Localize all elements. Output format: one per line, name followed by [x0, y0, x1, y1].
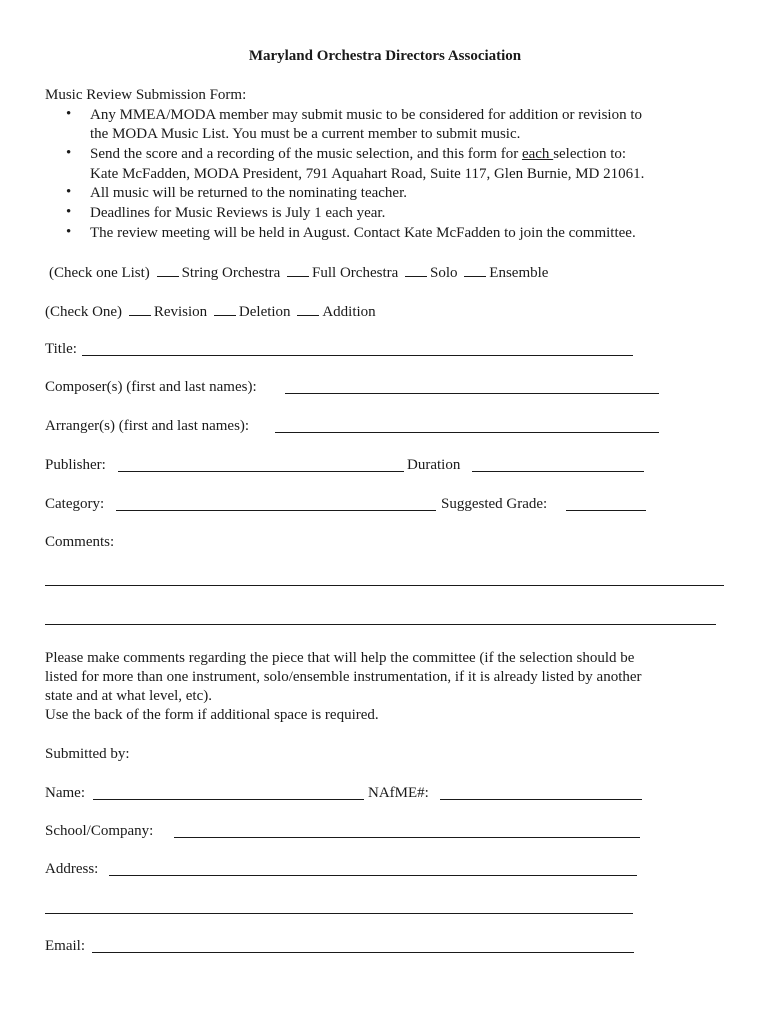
check-list-row — [49, 262, 548, 283]
checkbox-ensemble[interactable] — [464, 262, 486, 277]
option-addition: Addition — [322, 304, 376, 320]
suggested-grade-field[interactable] — [566, 510, 646, 511]
school-field[interactable] — [174, 837, 640, 838]
bullet-dot: • — [66, 184, 72, 200]
checkbox-full-orchestra[interactable] — [287, 262, 309, 277]
category-field[interactable] — [116, 510, 436, 511]
checkbox-solo[interactable] — [405, 262, 427, 277]
bullet-5: The review meeting will be held in August. Contact Kate McFadden to join the committee. — [90, 225, 636, 241]
duration-field[interactable] — [472, 471, 644, 472]
title-label: Title: — [45, 341, 77, 357]
school-label: School/Company: — [45, 823, 154, 839]
duration-label: Duration — [407, 457, 461, 473]
address-field-line-1[interactable] — [109, 875, 637, 876]
comments-line-2[interactable] — [45, 624, 716, 625]
publisher-label: Publisher: — [45, 457, 106, 473]
page-title: Maryland Orchestra Directors Association — [248, 48, 522, 64]
form-heading: Music Review Submission Form: — [45, 87, 247, 103]
category-label: Category: — [45, 496, 105, 512]
option-string-orchestra: String Orchestra — [181, 265, 281, 281]
option-full-orchestra: Full Orchestra — [312, 265, 399, 281]
check-one-row — [45, 301, 376, 322]
option-revision: Revision — [153, 304, 208, 320]
email-label: Email: — [45, 938, 85, 954]
emphasis-each: each — [521, 146, 554, 162]
option-solo: Solo — [430, 265, 458, 281]
address-field-line-2[interactable] — [45, 913, 633, 914]
publisher-field[interactable] — [118, 471, 404, 472]
instructions-line-4: Use the back of the form if additional space is required. — [45, 707, 379, 723]
bullet-2-line-1: Send the score and a recording of the music selection, and this form for each selection to: — [90, 146, 627, 162]
bullet-1-line-1: Any MMEA/MODA member may submit music to be considered for addition or revision to — [90, 107, 643, 123]
bullet-dot: • — [66, 145, 72, 161]
name-label: Name: — [45, 785, 85, 801]
address-label: Address: — [45, 861, 99, 877]
bullet-2-line-2: Kate McFadden, MODA President, 791 Aquahart Road, Suite 117, Glen Burnie, MD 21061. — [90, 166, 645, 182]
name-field[interactable] — [93, 799, 364, 800]
option-deletion: Deletion — [238, 304, 291, 320]
bullet-1-line-2: the MODA Music List. You must be a current member to submit music. — [90, 126, 521, 142]
comments-line-1[interactable] — [45, 585, 724, 586]
arranger-field[interactable] — [275, 432, 659, 433]
checkbox-deletion[interactable] — [214, 301, 236, 316]
check-list-prompt: (Check one List) — [49, 265, 150, 281]
suggested-grade-label: Suggested Grade: — [441, 496, 548, 512]
check-one-prompt: (Check One) — [45, 304, 123, 320]
bullet-dot: • — [66, 204, 72, 220]
nafme-label: NAfME#: — [368, 785, 429, 801]
bullet-3: All music will be returned to the nominating teacher. — [90, 185, 407, 201]
instructions-line-1: Please make comments regarding the piece that will help the committee (if the selection should be — [45, 650, 635, 666]
composer-label: Composer(s) (first and last names): — [45, 379, 257, 395]
comments-label: Comments: — [45, 534, 115, 550]
submitted-by-label: Submitted by: — [45, 746, 130, 762]
checkbox-addition[interactable] — [297, 301, 319, 316]
arranger-label: Arranger(s) (first and last names): — [45, 418, 250, 434]
nafme-field[interactable] — [440, 799, 642, 800]
checkbox-string-orchestra[interactable] — [157, 262, 179, 277]
bullet-dot: • — [66, 106, 72, 122]
email-field[interactable] — [92, 952, 634, 953]
composer-field[interactable] — [285, 393, 659, 394]
title-field[interactable] — [82, 355, 633, 356]
instructions-line-2: listed for more than one instrument, solo/ensemble instrumentation, if it is already listed by another — [45, 669, 642, 685]
bullet-dot: • — [66, 224, 72, 240]
bullet-4: Deadlines for Music Reviews is July 1 each year. — [90, 205, 386, 221]
option-ensemble: Ensemble — [489, 265, 549, 281]
instructions-line-3: state and at what level, etc). — [45, 688, 213, 704]
checkbox-revision[interactable] — [129, 301, 151, 316]
